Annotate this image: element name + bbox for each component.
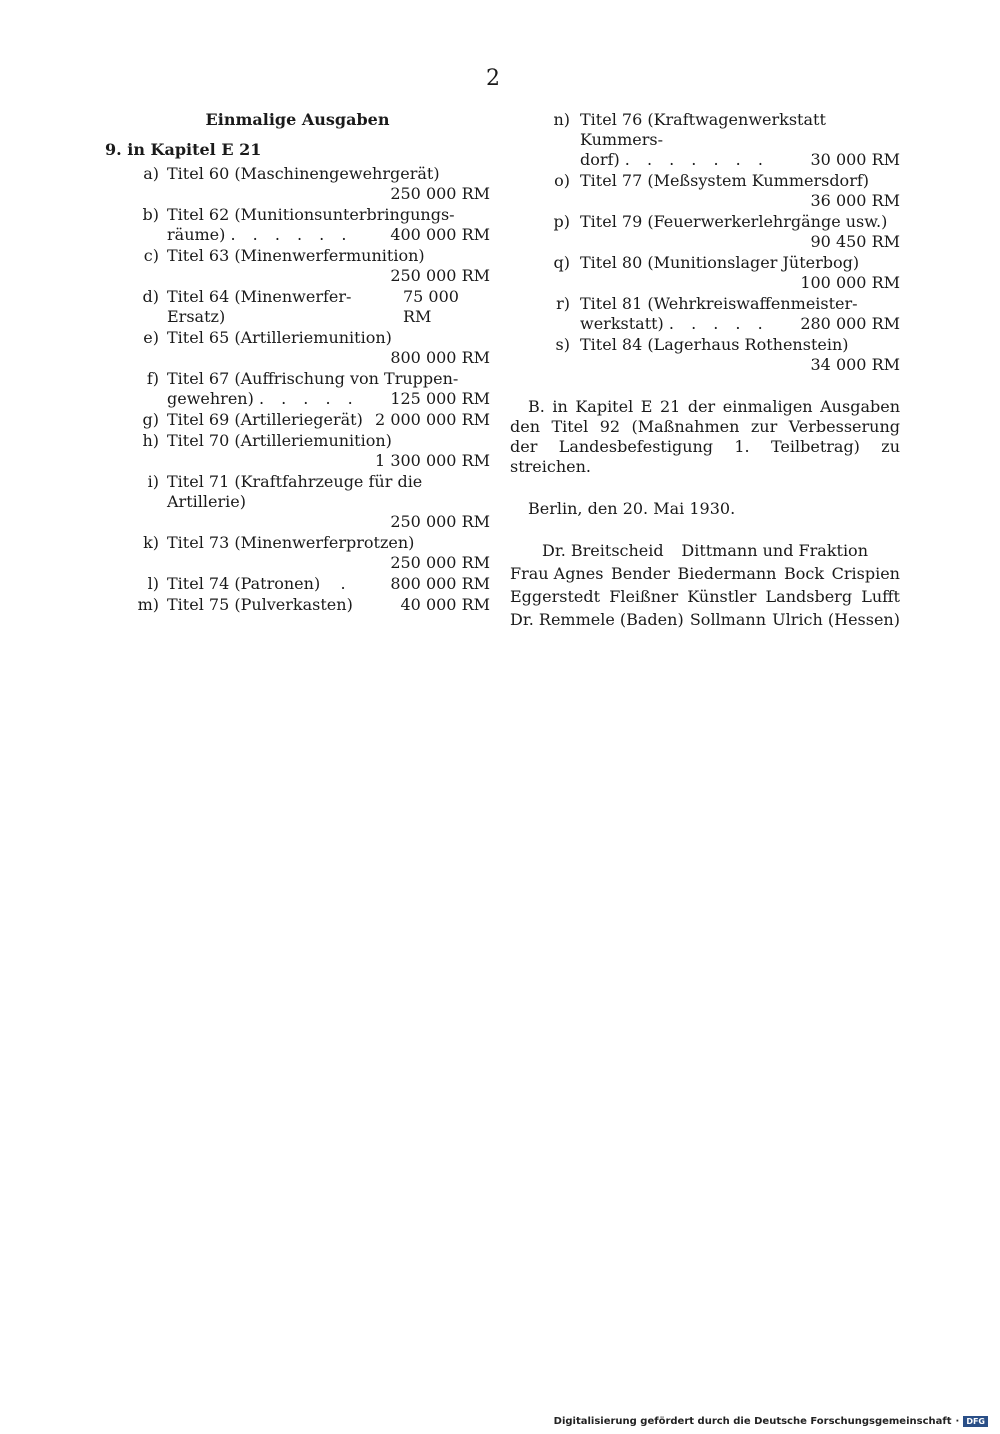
item-text-continued: werkstatt) xyxy=(580,314,664,333)
item-text-continued: dorf) xyxy=(580,150,620,169)
list-item xyxy=(105,410,490,430)
signatory: Dittmann und Fraktion xyxy=(681,541,868,560)
leader-dots: . xyxy=(340,574,346,593)
item-amount: 1 300 000 RM xyxy=(375,451,490,470)
signatory: Dr. Breitscheid xyxy=(542,541,664,560)
item-amount: 125 000 RM xyxy=(390,389,490,408)
item-amount: 280 000 RM xyxy=(800,314,900,333)
item-letter: k) xyxy=(143,533,159,552)
signatory: Künstler xyxy=(687,587,757,606)
item-amount: 75 000 RM xyxy=(402,287,459,326)
item-amount: 250 000 RM xyxy=(390,512,490,531)
item-letter: s) xyxy=(555,335,570,354)
item-text: Titel 79 (Feuerwerkerlehrgänge usw.) xyxy=(580,212,888,231)
list-item xyxy=(105,369,490,409)
item-text: Titel 60 (Maschinengewehrgerät) xyxy=(167,164,440,183)
chapter-heading: 9. in Kapitel E 21 xyxy=(105,140,262,159)
item-letter: l) xyxy=(147,574,159,593)
item-letter: h) xyxy=(142,431,159,450)
list-item xyxy=(105,472,490,532)
item-text: Titel 77 (Meßsystem Kummersdorf) xyxy=(580,171,869,190)
signatory: Sollmann xyxy=(689,610,766,629)
item-letter: a) xyxy=(143,164,159,183)
item-letter: o) xyxy=(554,171,570,190)
list-item xyxy=(105,431,490,471)
item-text: Titel 67 (Auffrischung von Truppen- xyxy=(167,369,459,388)
item-amount: 250 000 RM xyxy=(390,553,490,572)
list-item xyxy=(510,212,900,252)
signatory: Eggerstedt xyxy=(510,587,601,606)
left-column xyxy=(105,110,490,616)
item-letter: b) xyxy=(142,205,159,224)
item-amount: 2 000 000 RM xyxy=(375,410,490,429)
item-letter: q) xyxy=(553,253,570,272)
item-text: Titel 80 (Munitionslager Jüterbog) xyxy=(580,253,860,272)
signatory: Frau Agnes xyxy=(510,564,604,583)
item-amount: 40 000 RM xyxy=(400,595,490,614)
list-item xyxy=(510,110,900,170)
list-item xyxy=(105,287,490,327)
item-letter: c) xyxy=(143,246,159,265)
signatory: Biedermann xyxy=(677,564,777,583)
item-amount: 800 000 RM xyxy=(390,574,490,593)
item-text-continued: gewehren) xyxy=(167,389,254,408)
right-column xyxy=(510,110,900,630)
item-amount: 90 450 RM xyxy=(810,232,900,251)
item-text: Titel 81 (Wehrkreiswaffenmeister- xyxy=(580,294,858,313)
item-text: Titel 69 (Artilleriegerät) xyxy=(167,410,363,429)
item-amount: 30 000 RM xyxy=(810,150,900,169)
signatory: Landsberg xyxy=(765,587,853,606)
list-item xyxy=(105,595,490,615)
item-letter: p) xyxy=(553,212,570,231)
item-text: Titel 65 (Artilleriemunition) xyxy=(167,328,392,347)
item-amount: 400 000 RM xyxy=(390,225,490,244)
list-item xyxy=(105,328,490,368)
signature-line-2 xyxy=(510,564,900,584)
item-text: Titel 62 (Munitionsunterbringungs- xyxy=(167,205,455,224)
leader-dots: . . . . . xyxy=(258,389,359,408)
item-letter: m) xyxy=(137,595,159,614)
item-text: Titel 76 (Kraftwagenwerkstatt Kummers- xyxy=(580,110,826,149)
footer-text: Digitalisierung gefördert durch die Deutsche Forschungsgemeinschaft xyxy=(553,1416,952,1427)
signatory: Dr. Remmele (Baden) xyxy=(510,610,684,629)
page-number: 2 xyxy=(486,66,500,91)
footer-credit: Digitalisierung gefördert durch die Deutsche Forschungsgemeinschaft · DFG xyxy=(554,1416,988,1427)
item-text: Titel 70 (Artilleriemunition) xyxy=(167,431,392,450)
list-item xyxy=(510,294,900,334)
list-item xyxy=(105,205,490,245)
item-letter: d) xyxy=(142,287,159,306)
date-line: Berlin, den 20. Mai 1930. xyxy=(528,499,736,518)
signature-line-3 xyxy=(510,587,900,607)
signatory: Bock xyxy=(784,564,825,583)
signatory: Fleißner xyxy=(609,587,679,606)
item-text: Titel 75 (Pulverkasten) xyxy=(167,595,353,614)
section-heading: Einmalige Ausgaben xyxy=(205,110,390,129)
item-letter: g) xyxy=(142,410,159,429)
item-text: Titel 63 (Minenwerfermunition) xyxy=(167,246,425,265)
signatory: Lufft xyxy=(861,587,900,606)
list-item xyxy=(510,253,900,293)
item-amount: 250 000 RM xyxy=(390,184,490,203)
item-text: Titel 71 (Kraftfahrzeuge für die Artillerie) xyxy=(167,472,423,511)
signature-line-1 xyxy=(510,541,900,561)
leader-dots: . . . . . xyxy=(668,314,769,333)
list-item xyxy=(105,574,490,594)
item-text-continued: räume) xyxy=(167,225,226,244)
item-text: Titel 73 (Minenwerferprotzen) xyxy=(167,533,415,552)
item-letter: r) xyxy=(556,294,570,313)
leader-dots: . . . . . . . xyxy=(624,150,769,169)
list-item xyxy=(105,246,490,286)
item-amount: 100 000 RM xyxy=(800,273,900,292)
list-item xyxy=(105,164,490,204)
item-amount: 250 000 RM xyxy=(390,266,490,285)
list-item xyxy=(105,533,490,573)
item-amount: 34 000 RM xyxy=(810,355,900,374)
item-amount: 800 000 RM xyxy=(390,348,490,367)
dfg-logo: DFG xyxy=(963,1416,988,1427)
item-letter: e) xyxy=(143,328,159,347)
signatory: Crispien xyxy=(831,564,900,583)
item-text: Titel 64 (Minenwerfer-Ersatz) xyxy=(167,287,352,326)
item-letter: i) xyxy=(147,472,159,491)
list-item xyxy=(510,335,900,375)
signatory: Ulrich (Hessen) xyxy=(772,610,900,629)
item-letter: n) xyxy=(553,110,570,129)
paragraph-b: B. in Kapitel E 21 der einmaligen Ausgaben den Titel 92 (Maßnahmen zur Verbesserung der Landesbefestigung 1. Teilbetrag) zu streichen. xyxy=(510,397,900,476)
leader-dots: . . . . . . xyxy=(230,225,353,244)
list-item xyxy=(510,171,900,211)
item-text: Titel 84 (Lagerhaus Rothenstein) xyxy=(580,335,849,354)
item-text: Titel 74 (Patronen) xyxy=(167,574,321,593)
item-amount: 36 000 RM xyxy=(810,191,900,210)
signature-line-4 xyxy=(510,610,900,630)
signatory: Bender xyxy=(611,564,670,583)
item-letter: f) xyxy=(146,369,159,388)
